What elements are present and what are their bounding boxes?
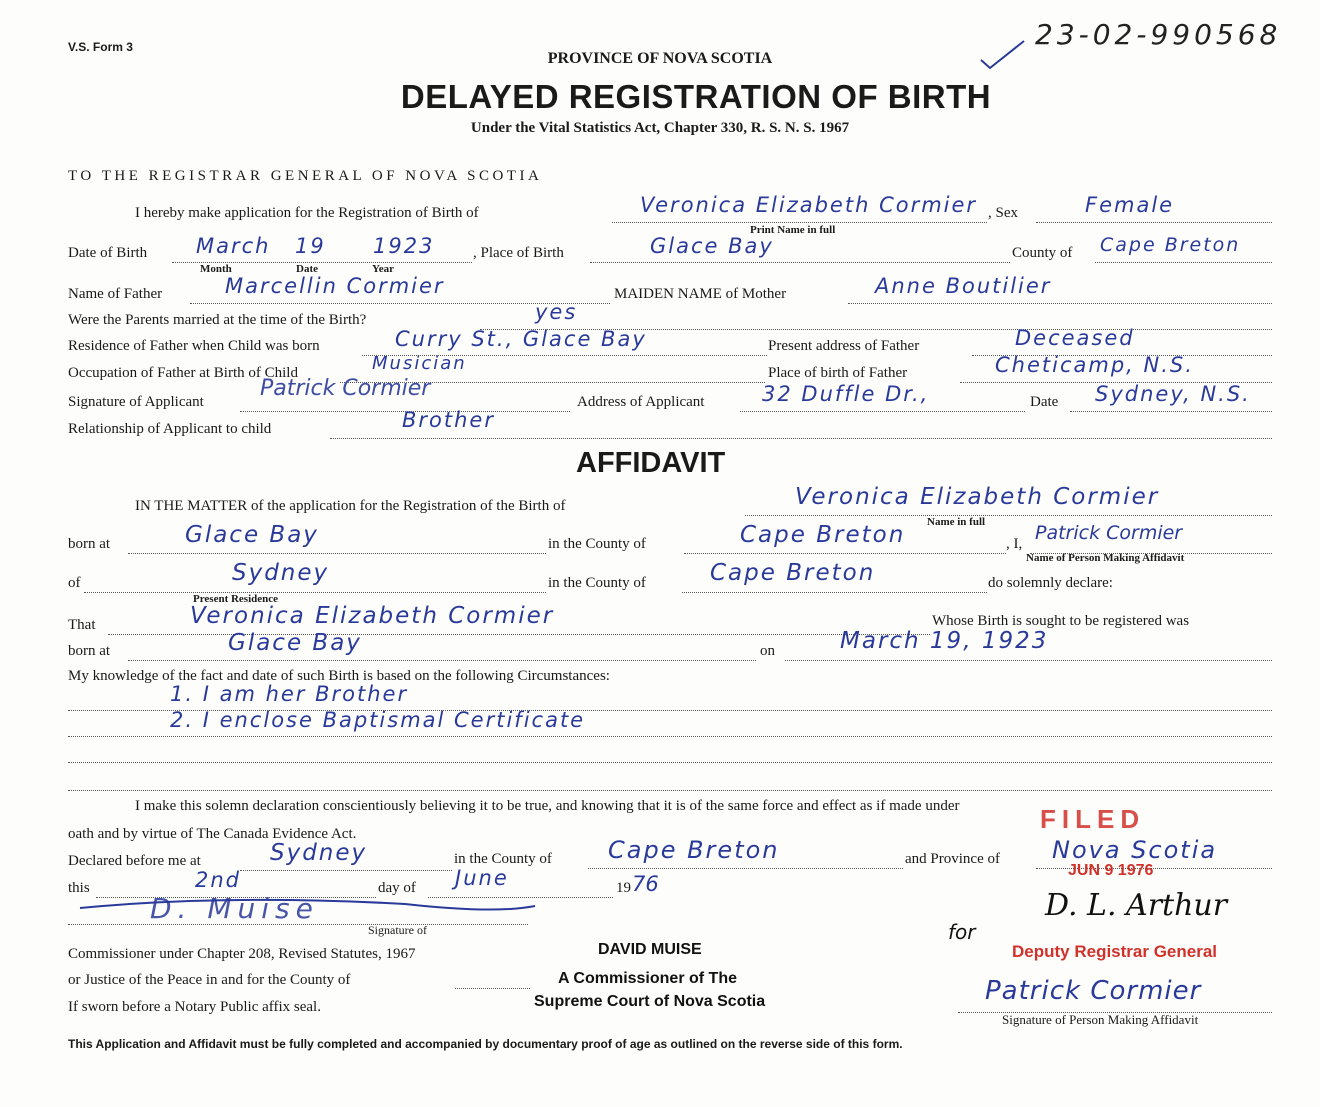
signature-of-label: Signature of: [368, 923, 427, 937]
father-name-value: Marcellin Cormier: [225, 274, 445, 298]
aff-county-value: Cape Breton: [740, 522, 906, 548]
day-value: 2nd: [195, 868, 242, 892]
circumstance-1: 1. I am her Brother: [170, 682, 409, 706]
affiant-signature: Patrick Cormier: [985, 976, 1202, 1006]
justice-county-line: [455, 988, 530, 989]
place-of-birth-value: Glace Bay: [650, 234, 774, 258]
county-value: Cape Breton: [1100, 234, 1241, 256]
residence-father-label: Residence of Father when Child was born: [68, 338, 320, 354]
child-name-value: Veronica Elizabeth Cormier: [640, 193, 978, 217]
declaration-line-1: I make this solemn declaration conscientiously believing it to be true, and knowing that it is of the same force and effect as if made under: [135, 798, 960, 814]
date-hint: Date: [296, 263, 318, 275]
province-label: and Province of: [905, 851, 1000, 867]
declared-county-label: in the County of: [454, 851, 552, 867]
declared-at-value: Sydney: [270, 840, 368, 866]
filed-stamp: FILED: [1040, 804, 1146, 834]
place-birth-father-label: Place of birth of Father: [768, 365, 908, 381]
relationship-value: Brother: [402, 408, 495, 432]
affiant-county-line: [682, 592, 987, 593]
dob-year: 1923: [373, 234, 435, 258]
declared-province-value: Nova Scotia: [1052, 836, 1218, 864]
sex-line: [1036, 222, 1272, 223]
affiant-residence-line: [84, 592, 546, 593]
commissioner-label: Commissioner under Chapter 208, Revised Statutes, 1967: [68, 946, 416, 962]
place-birth-father-value: Cheticamp, N.S.: [995, 353, 1194, 377]
occupation-father-label: Occupation of Father at Birth of Child: [68, 365, 298, 381]
file-number: 23-02-990568: [1035, 18, 1282, 51]
applicant-date-line: [1070, 411, 1272, 412]
month-decl-value: June: [455, 866, 509, 890]
present-address-father-label: Present address of Father: [768, 338, 920, 354]
affiant-county-label: in the County of: [548, 575, 646, 591]
born-on-value: March 19, 1923: [840, 628, 1049, 654]
aff-county-line: [684, 553, 1006, 554]
parents-married-label: Were the Parents married at the time of the Birth?: [68, 312, 367, 328]
aff-county-label: in the County of: [548, 536, 646, 552]
father-name-label: Name of Father: [68, 286, 163, 302]
child-name-line: [612, 222, 987, 223]
born-at2-value: Glace Bay: [228, 630, 362, 656]
aff-born-at-value: Glace Bay: [185, 522, 319, 548]
parents-married-value: yes: [535, 300, 578, 324]
for-mark: for: [948, 920, 976, 944]
applicant-date-label: Date: [1030, 394, 1059, 410]
present-address-father-value: Deceased: [1015, 326, 1135, 350]
page-title: DELAYED REGISTRATION OF BIRTH: [400, 78, 992, 115]
commissioner-stamp-line-1: A Commissioner of The: [558, 970, 737, 987]
deputy-signature: D. L. Arthur: [1045, 888, 1228, 923]
year-hint: Year: [372, 263, 394, 275]
address-applicant-label: Address of Applicant: [577, 394, 705, 410]
print-name-hint: Print Name in full: [750, 224, 836, 236]
declared-at-line: [240, 870, 452, 871]
sex-value: Female: [1085, 193, 1175, 217]
born-at-label: born at: [68, 536, 111, 552]
sex-label: , Sex: [988, 205, 1018, 221]
dob-month: March: [196, 234, 271, 258]
circumstance-2: 2. I enclose Baptismal Certificate: [170, 708, 586, 732]
circumstance-line-4: [68, 790, 1272, 791]
notary-label: If sworn before a Notary Public affix seal.: [68, 999, 321, 1015]
day-of-label: day of: [378, 880, 416, 896]
of-label: of: [68, 575, 81, 591]
affiant-county-value: Cape Breton: [710, 560, 876, 586]
residence-father-value: Curry St., Glace Bay: [395, 327, 647, 351]
declaration-line-2: oath and by virtue of The Canada Evidence Act.: [68, 826, 357, 842]
that-label: That: [68, 617, 96, 633]
signature-applicant: Patrick Cormier: [260, 376, 431, 401]
application-intro-label: I hereby make application for the Registration of Birth of: [135, 205, 479, 221]
form-code: V.S. Form 3: [68, 40, 133, 54]
mother-maiden-label: MAIDEN NAME of Mother: [614, 286, 787, 302]
place-of-birth-label: , Place of Birth: [473, 245, 564, 261]
relationship-line: [330, 438, 1272, 439]
aff-born-at-line: [128, 553, 546, 554]
knowledge-label: My knowledge of the fact and date of such Birth is based on the following Circumstances:: [68, 668, 610, 684]
name-in-full-hint: Name in full: [927, 516, 986, 528]
commissioner-stamp-name: DAVID MUISE: [598, 941, 702, 958]
aff-child-name-value: Veronica Elizabeth Cormier: [795, 484, 1160, 510]
place-of-birth-line: [590, 262, 1010, 263]
do-solemnly-label: do solemnly declare:: [988, 575, 1113, 591]
deputy-registrar-stamp: Deputy Registrar General: [1012, 942, 1218, 961]
affiant-signature-label: Signature of Person Making Affidavit: [1002, 1012, 1199, 1027]
subtitle: Under the Vital Statistics Act, Chapter 330, R. S. N. S. 1967: [470, 120, 850, 136]
addressee: TO THE REGISTRAR GENERAL OF NOVA SCOTIA: [68, 168, 543, 184]
born-at2-label: born at: [68, 643, 111, 659]
commissioner-signature: D. Muise: [150, 892, 319, 925]
on-label: on: [760, 643, 775, 659]
mother-maiden-line: [848, 303, 1272, 304]
affiant-name-hint: Name of Person Making Affidavit: [1026, 552, 1185, 564]
born-on-line: [785, 660, 1272, 661]
footer-note: This Application and Affidavit must be fully completed and accompanied by documentary proof of age as outlined on the reverse side of this form.: [68, 1037, 903, 1051]
present-residence-hint: Present Residence: [193, 593, 279, 605]
commissioner-signature-flourish: [75, 892, 545, 928]
relationship-label: Relationship of Applicant to child: [68, 421, 272, 437]
declared-county-line: [588, 868, 903, 869]
affiant-residence-value: Sydney: [232, 560, 330, 586]
commissioner-stamp-line-2: Supreme Court of Nova Scotia: [534, 993, 766, 1010]
that-name-value: Veronica Elizabeth Cormier: [190, 603, 555, 629]
born-at2-line: [128, 660, 756, 661]
in-the-matter-label: IN THE MATTER of the application for the Registration of the Birth of: [135, 498, 566, 514]
aff-child-name-line: [745, 515, 1272, 516]
county-line: [1095, 262, 1272, 263]
filed-date-stamp: JUN 9 1976: [1068, 862, 1154, 879]
applicant-date-value: Sydney, N.S.: [1095, 382, 1251, 406]
address-applicant-value: 32 Duffle Dr.,: [762, 382, 930, 406]
year-prefix: 19: [616, 880, 631, 896]
justice-label: or Justice of the Peace in and for the County of: [68, 972, 351, 988]
address-applicant-line: [740, 411, 1025, 412]
county-label: County of: [1012, 245, 1073, 261]
this-label: this: [68, 880, 90, 896]
province-heading: PROVINCE OF NOVA SCOTIA: [547, 50, 773, 67]
whose-birth-label: Whose Birth is sought to be registered was: [932, 613, 1190, 629]
mother-maiden-value: Anne Boutilier: [875, 274, 1052, 298]
i-label: , I,: [1006, 536, 1023, 552]
declared-before-label: Declared before me at: [68, 853, 201, 869]
month-hint: Month: [200, 263, 232, 275]
declared-county-value: Cape Breton: [608, 836, 780, 864]
signature-applicant-label: Signature of Applicant: [68, 394, 204, 410]
circumstance-line-3: [68, 762, 1272, 763]
year-suffix-value: 76: [632, 872, 659, 896]
dob-label: Date of Birth: [68, 245, 148, 261]
occupation-father-value: Musician: [372, 353, 467, 374]
affiant-name-value: Patrick Cormier: [1035, 522, 1183, 544]
dob-day: 19: [295, 234, 326, 258]
affidavit-heading: AFFIDAVIT: [576, 447, 726, 479]
circumstance-line-2: [68, 736, 1272, 737]
